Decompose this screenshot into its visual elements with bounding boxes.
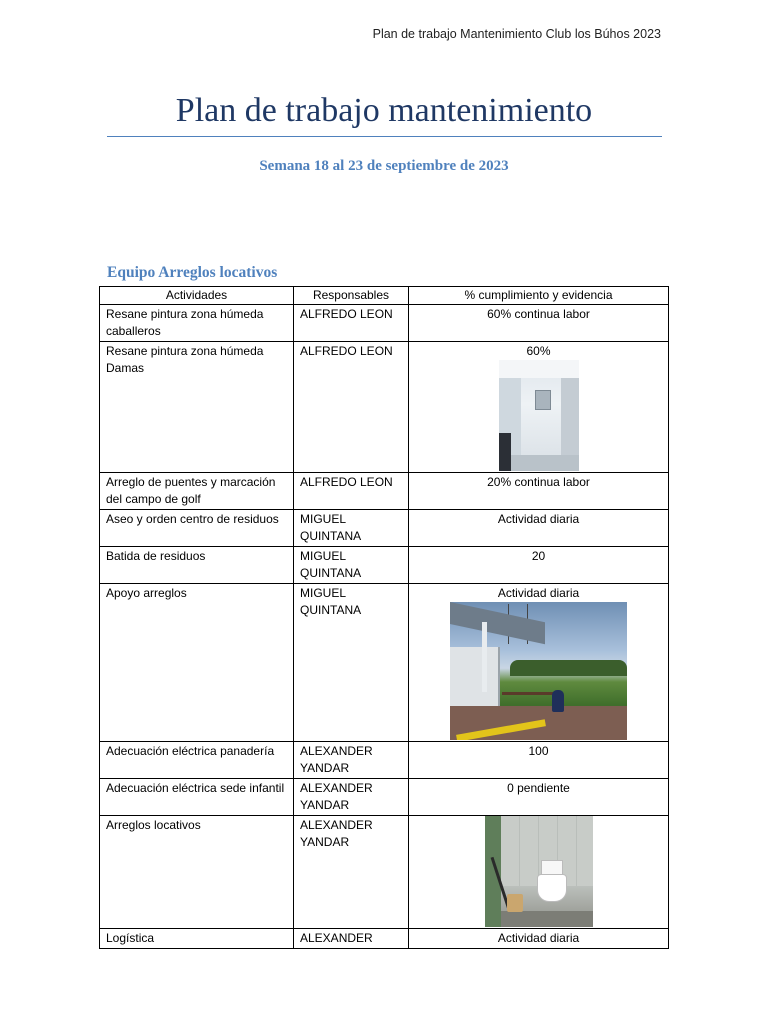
table-row: [100, 473, 669, 510]
table-row: [100, 816, 669, 929]
progress-cell: [409, 342, 669, 473]
progress-cell: [409, 816, 669, 929]
column-header-activities: Actividades: [100, 287, 294, 305]
table-row: [100, 742, 669, 779]
table-row: [100, 342, 669, 473]
activity-cell: Resane pintura zona húmeda Damas: [100, 342, 294, 473]
title-divider: [107, 136, 662, 137]
responsible-cell: ALEXANDER YANDAR: [294, 742, 409, 779]
progress-cell: [409, 584, 669, 742]
progress-cell: 0 pendiente: [409, 779, 669, 816]
progress-cell: 100: [409, 742, 669, 779]
page-title: Plan de trabajo mantenimiento: [175, 92, 593, 129]
responsible-cell: MIGUEL QUINTANA: [294, 584, 409, 742]
table-row: [100, 929, 669, 949]
evidence-photo-bathroom: [485, 816, 593, 927]
progress-cell: 20: [409, 547, 669, 584]
activity-cell: Aseo y orden centro de residuos: [100, 510, 294, 547]
activity-cell: Adecuación eléctrica sede infantil: [100, 779, 294, 816]
page-subtitle: Semana 18 al 23 de septiembre de 2023: [259, 158, 509, 174]
progress-cell: 60% continua labor: [409, 305, 669, 342]
section-heading: Equipo Arreglos locativos: [107, 264, 278, 281]
responsible-cell: MIGUEL QUINTANA: [294, 510, 409, 547]
responsible-cell: ALEXANDER: [294, 929, 409, 949]
activity-cell: Adecuación eléctrica panadería: [100, 742, 294, 779]
evidence-photo-wet-area: [499, 360, 579, 471]
table-row: [100, 779, 669, 816]
activity-cell: Resane pintura zona húmeda caballeros: [100, 305, 294, 342]
responsible-cell: MIGUEL QUINTANA: [294, 547, 409, 584]
evidence-photo-golf-booth: [450, 602, 627, 740]
column-header-progress: % cumplimiento y evidencia: [409, 287, 669, 305]
responsible-cell: ALEXANDER YANDAR: [294, 816, 409, 929]
running-header: Plan de trabajo Mantenimiento Club los Búhos 2023: [372, 27, 661, 41]
table-row: [100, 305, 669, 342]
responsible-cell: ALFREDO LEON: [294, 342, 409, 473]
activity-cell: Logística: [100, 929, 294, 949]
work-plan-table: [99, 286, 669, 949]
table-row: [100, 547, 669, 584]
activity-cell: Batida de residuos: [100, 547, 294, 584]
activity-cell: Arreglo de puentes y marcación del campo de golf: [100, 473, 294, 510]
progress-cell: 20% continua labor: [409, 473, 669, 510]
table-row: [100, 584, 669, 742]
activity-cell: Arreglos locativos: [100, 816, 294, 929]
progress-cell: Actividad diaria: [409, 510, 669, 547]
responsible-cell: ALFREDO LEON: [294, 473, 409, 510]
activity-cell: Apoyo arreglos: [100, 584, 294, 742]
progress-cell: Actividad diaria: [409, 929, 669, 949]
responsible-cell: ALEXANDER YANDAR: [294, 779, 409, 816]
progress-text: Actividad diaria: [497, 586, 580, 600]
table-header-row: [100, 287, 669, 305]
column-header-responsible: Responsables: [294, 287, 409, 305]
progress-text: 60%: [526, 344, 551, 358]
table-row: [100, 510, 669, 547]
responsible-cell: ALFREDO LEON: [294, 305, 409, 342]
